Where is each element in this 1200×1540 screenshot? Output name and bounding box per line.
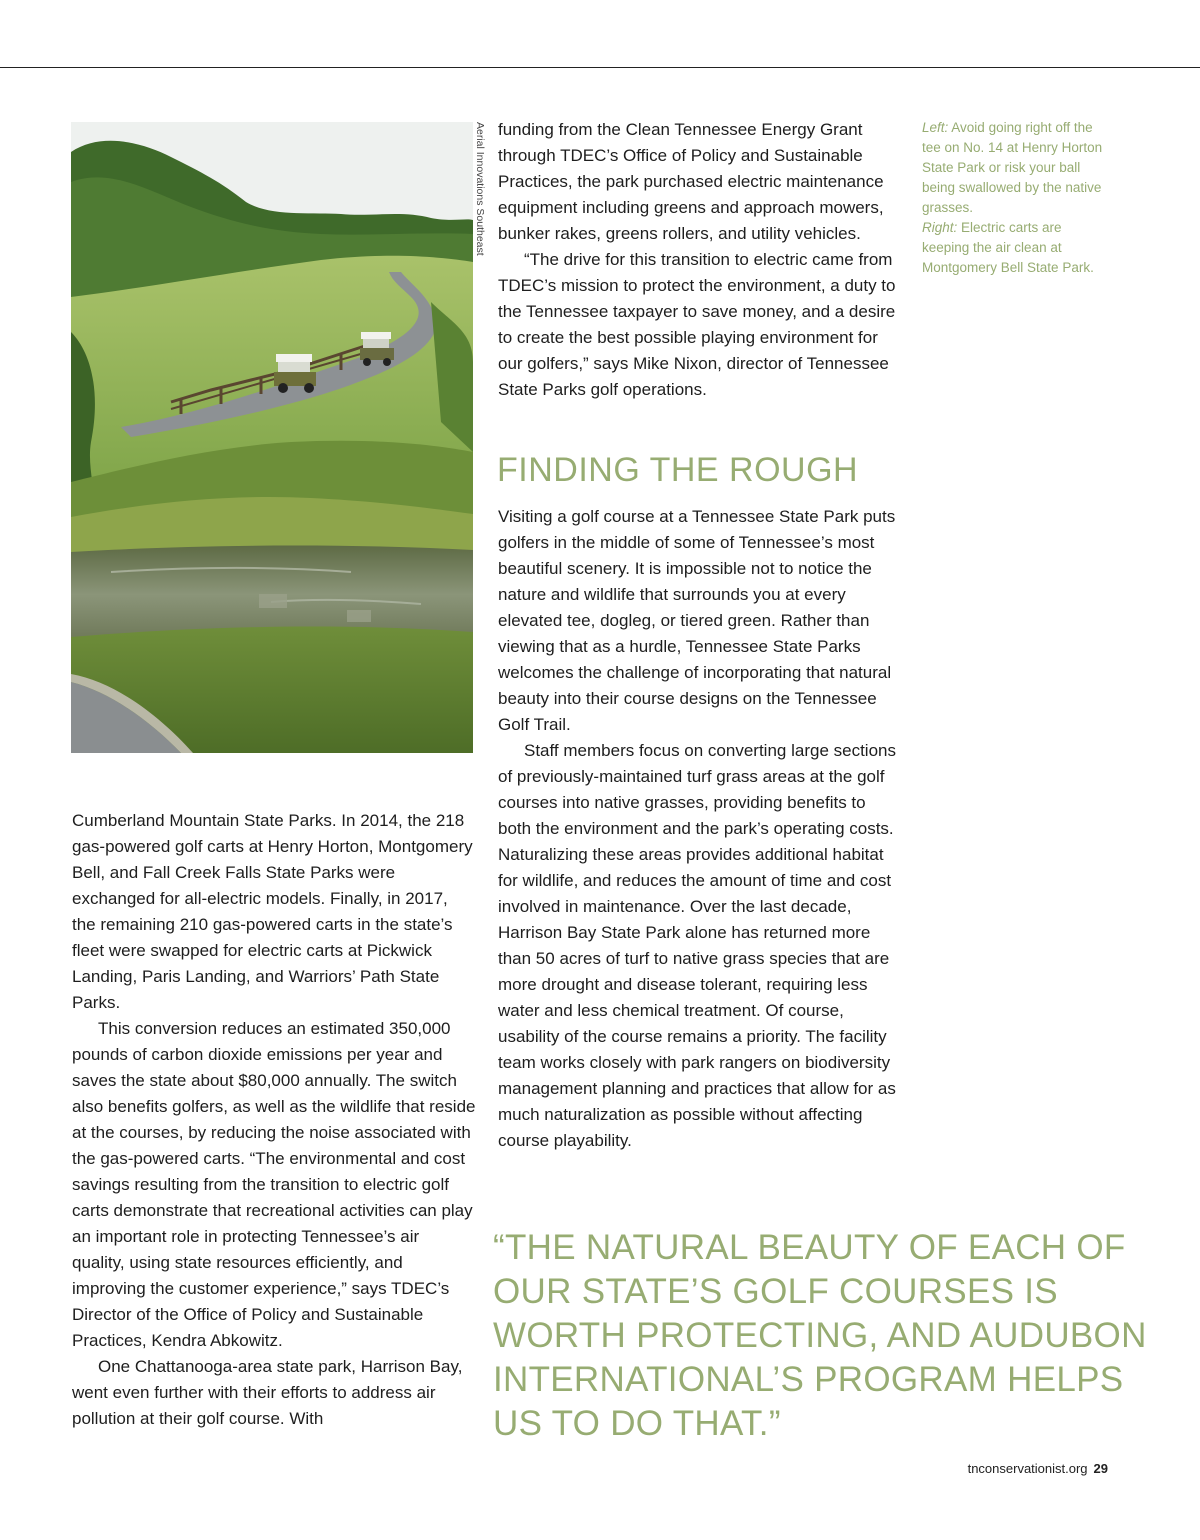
body-paragraph: funding from the Clean Tennessee Energy Grant through TDEC’s Office of Policy and Sustainable Practices, the park purchased electric maintenance equipment including greens and approach mowers, bunker rakes, greens rollers, and utility vehicles.	[498, 120, 884, 243]
body-paragraph: Staff members focus on converting large sections of previously-maintained turf grass areas at the golf courses into native grasses, providing benefits to both the environment and the park’s operating costs. Naturalizing these areas provides additional habitat for wildlife, and reduces the amount of time and cost involved in maintenance. Over the last decade, Harrison Bay State Park alone has returned more than 50 acres of turf to native grass species that are more drought and disease tolerant, requiring less water and less chemical treatment. Of course, usability of the course remains a priority. The facility team works closely with park rangers on biodiversity management planning and practices that allow for as much naturalization as possible without affecting course playability.	[498, 741, 896, 1150]
caption-left-text: Avoid going right off the tee on No. 14 at Henry Horton State Park or risk your ball being swallowed by the native grasses.	[922, 120, 1103, 215]
caption-right-label: Right:	[922, 220, 958, 235]
caption-left-label: Left:	[922, 120, 949, 135]
body-paragraph: “The drive for this transition to electric came from TDEC’s mission to protect the environment, a duty to the Tennessee taxpayer to save money, and a desire to create the best possible playing environment for our golfers,” says Mike Nixon, director of Tennessee State Parks golf operations.	[498, 250, 896, 399]
body-paragraph: Visiting a golf course at a Tennessee State Park puts golfers in the middle of some of Tennessee’s most beautiful scenery. It is impossible not to notice the nature and wildlife that surrounds you at every elevated tee, dogleg, or tiered green. Rather than viewing that as a hurdle, Tennessee State Parks welcomes the challenge of incorporating that natural beauty into their course designs on the Tennessee Golf Trail.	[498, 507, 896, 734]
caption-right	[922, 218, 1112, 278]
pull-quote: “THE NATURAL BEAUTY OF EACH OF OUR STATE’S GOLF COURSES IS WORTH PROTECTING, AND AUDUBON INTERNATIONAL’S PROGRAM HELPS US TO DO THAT.”	[493, 1228, 1147, 1443]
caption-left	[922, 118, 1112, 218]
footer-site: tnconservationist.org	[967, 1461, 1088, 1476]
top-rule	[0, 67, 1200, 68]
body-paragraph: This conversion reduces an estimated 350,000 pounds of carbon dioxide emissions per year and saves the state about $80,000 annually. The switch also benefits golfers, as well as the wildlife that reside at the courses, by reducing the noise associated with the gas-powered carts. “The environmental and cost savings resulting from the transition to electric golf carts demonstrate that recreational activities can play an important role in protecting Tennessee’s air quality, using state resources efficiently, and improving the customer experience,” says TDEC’s Director of the Office of Policy and Sustainable Practices, Kendra Abkowitz.	[72, 1019, 476, 1350]
page-footer	[968, 1461, 1108, 1476]
golf-course-photo	[71, 122, 473, 753]
body-paragraph: Cumberland Mountain State Parks. In 2014, the 218 gas-powered golf carts at Henry Horton, Montgomery Bell, and Fall Creek Falls State Parks were exchanged for all-electric models. Finally, in 2017, the remaining 210 gas-powered carts in the state’s fleet were swapped for electric carts at Pickwick Landing, Paris Landing, and Warriors’ Path State Parks.	[72, 811, 473, 1012]
article-column-right-top	[498, 117, 904, 403]
photo-credit: Aerial Innovations Southeast	[474, 122, 486, 256]
section-heading: FINDING THE ROUGH	[497, 451, 859, 489]
photo-caption	[922, 118, 1112, 278]
article-column-left	[72, 808, 476, 1432]
article-column-right-bottom	[498, 504, 902, 1154]
caption-right-text: Electric carts are keeping the air clean at Montgomery Bell State Park.	[922, 220, 1094, 275]
body-paragraph: One Chattanooga-area state park, Harrison Bay, went even further with their efforts to address air pollution at their golf course. With	[72, 1357, 463, 1428]
page-number: 29	[1093, 1461, 1108, 1476]
